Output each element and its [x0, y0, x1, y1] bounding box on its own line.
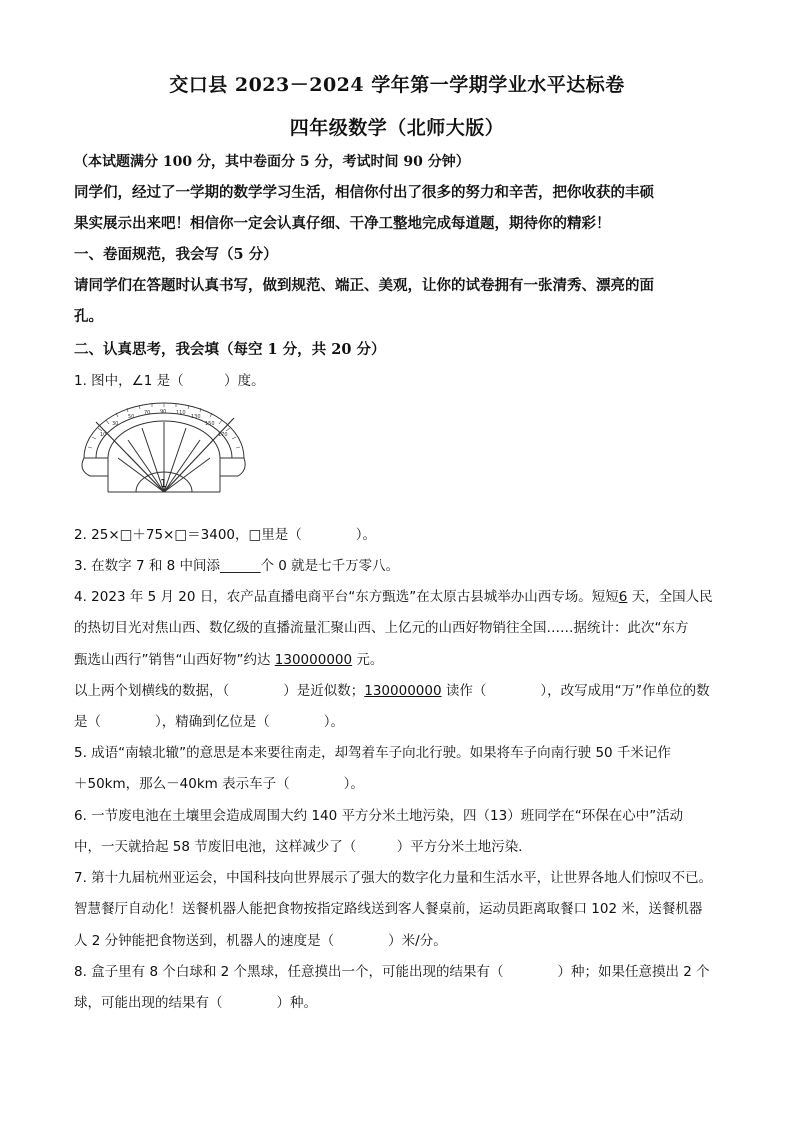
question-6-line-2: 中，一天就拾起 58 节废旧电池，这样减少了（ ）平方分米土地污染．	[74, 839, 532, 855]
scale-label-outer-50: 50	[128, 414, 135, 420]
q4-underlined-amount: 130000000	[274, 652, 353, 668]
q4-text: 天，全国人民	[627, 589, 713, 605]
question-1: 1. 图中，∠1 是（ ）度。	[74, 373, 265, 389]
question-4-line-2: 的热切目光对焦山西、数亿级的直播流量汇聚山西、上亿元的山西好物销往全国……据统计：此次“东方	[74, 620, 689, 636]
scale-label-outer-90: 90	[160, 409, 167, 415]
scale-label-outer-150: 150	[205, 421, 215, 427]
question-5-line-2: ＋50km，那么－40km 表示车子（ ）。	[74, 776, 364, 792]
intro-line-2: 果实展示出来吧！相信你一定会认真仔细、干净工整地完成每道题，期待你的精彩！	[74, 215, 611, 232]
scale-label-outer-70: 70	[144, 410, 151, 416]
question-8-line-2: 球，可能出现的结果有（ ）种。	[74, 995, 317, 1011]
q4-text: 读作（ ），改写成用“万”作单位的数	[441, 683, 710, 699]
question-6-line-1: 6. 一节废电池在土壤里会造成周围大约 140 平方分米土地污染，四（13）班同学在“环保在心中”活动	[74, 808, 684, 824]
scale-label-outer-110: 110	[176, 410, 186, 416]
question-7-line-1: 7. 第十九届杭州亚运会，中国科技向世界展示了强大的数字化力量和生活水平，让世界各地人们惊叹不已。	[74, 870, 713, 886]
scale-label-outer-30: 30	[112, 421, 119, 427]
exam-subtitle: 四年级数学（北师大版）	[289, 117, 505, 139]
question-4-line-3	[74, 650, 734, 670]
question-7-line-3: 人 2 分钟能把食物送到，机器人的速度是（ ）米/分。	[74, 933, 447, 949]
question-3: 3. 在数字 7 和 8 中间添______个 0 就是七千万零八。	[74, 558, 400, 574]
q4-text: 以上两个划横线的数据，（ ）是近似数；	[74, 683, 365, 699]
question-2: 2. 25×□＋75×□＝3400，□里是（ ）。	[74, 527, 377, 543]
question-7-line-2: 智慧餐厅自动化！送餐机器人能把食物按指定路线送到客人餐桌前，运动员距离取餐口 102 米，送餐机器	[74, 901, 703, 917]
question-8-line-1: 8. 盒子里有 8 个白球和 2 个黑球，任意摸出一个，可能出现的结果有（ ）种；如果任意摸出 2 个	[74, 964, 710, 980]
angle-1-label: 1	[160, 477, 167, 490]
q4-text: 元。	[352, 652, 384, 668]
intro-line-1: 同学们，经过了一学期的数学学习生活，相信你付出了很多的努力和辛苦，把你收获的丰硕	[74, 184, 654, 201]
scale-label-outer-170: 170	[218, 432, 228, 438]
question-5-line-1: 5. 成语“南辕北辙”的意思是本来要往南走，却驾着车子向北行驶。如果将车子向南行驶 50 千米记作	[74, 745, 671, 761]
question-4-line-4	[74, 681, 734, 701]
section-1-text-2: 孔。	[74, 308, 103, 325]
section-1-text-1: 请同学们在答题时认真书写，做到规范、端正、美观，让你的试卷拥有一张清秀、漂亮的面	[74, 277, 654, 294]
question-4-line-1	[74, 587, 734, 607]
scale-label-outer-130: 130	[191, 414, 201, 420]
q4-underlined-amount: 130000000	[364, 683, 442, 699]
question-4-line-5: 是（ ），精确到亿位是（ ）。	[74, 714, 344, 730]
section-2-heading: 二、认真思考，我会填（每空 1 分，共 20 分）	[74, 341, 386, 358]
scale-label-outer-10: 10	[100, 432, 107, 438]
q4-underlined-days: 6	[618, 589, 628, 605]
section-1-heading: 一、卷面规范，我会写（5 分）	[74, 246, 278, 263]
protractor-figure	[78, 392, 248, 502]
exam-note: （本试题满分 100 分，其中卷面分 5 分，考试时间 90 分钟）	[74, 154, 470, 170]
q4-text: 4. 2023 年 5 月 20 日，农产品直播电商平台“东方甄选”在太原古县城举办山西专场。短短	[74, 589, 619, 605]
q4-text: 甄选山西行”销售“山西好物”约达	[74, 652, 275, 668]
exam-title: 交口县 2023－2024 学年第一学期学业水平达标卷	[169, 74, 625, 96]
